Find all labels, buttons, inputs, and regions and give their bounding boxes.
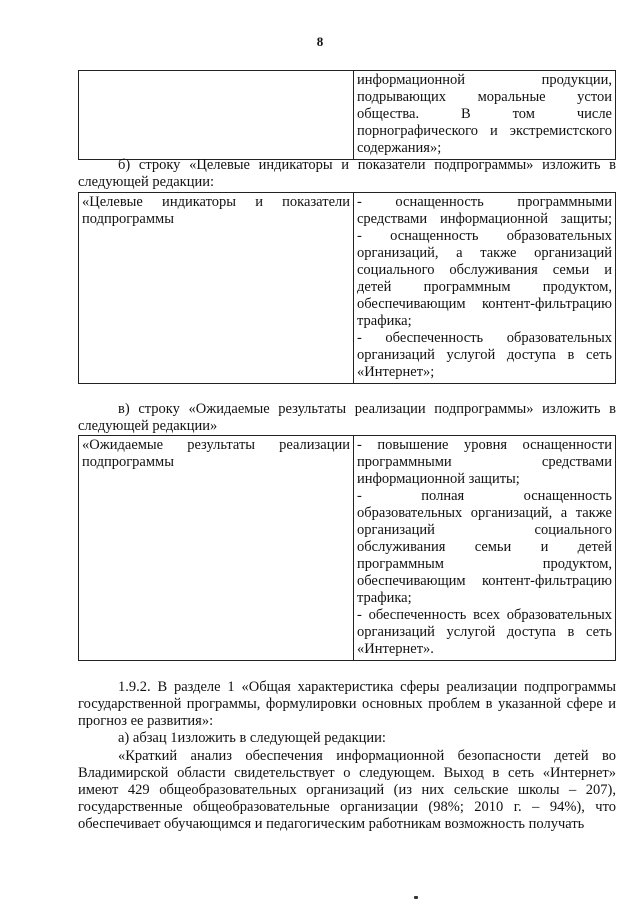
cell-line: - обеспеченность всех образовательных	[357, 607, 612, 623]
cell-line: образовательных организаций, а также	[357, 505, 612, 521]
cell-line: трафика;	[357, 590, 412, 606]
table-continuation	[78, 70, 616, 160]
cell-line: трафика;	[357, 313, 412, 329]
scan-speck	[414, 896, 418, 899]
cell-line: организаций социального	[357, 522, 612, 538]
paragraph-v: в) строку «Ожидаемые результаты реализации подпрограммы» изложить в следующей редакции»	[78, 401, 616, 434]
cell-line: обслуживания семьи и детей	[357, 539, 612, 555]
paragraph-quote: «Краткий анализ обеспечения информационной безопасности детей во Владимирской области свидетельствует о следующем. Выход в сеть «Интернет» имеют 429 общеобразовательных организаций (из них сельские школы – 207), государственные общеобразовательные организации (98%; 2010 г. – 94%), что обеспечивает обучающимся и педагогическим работникам возможность получать	[78, 748, 616, 832]
page-number: 8	[316, 34, 324, 49]
cell-line: социального обслуживания семьи и	[357, 262, 612, 278]
cell-line: обеспечивающим контент-фильтрацию	[357, 573, 612, 589]
cell-line: организаций, а также организаций	[357, 245, 612, 261]
cell-line: детей программным продуктом,	[357, 279, 612, 295]
table-left-cell: «Целевые индикаторы и показатели подпрограммы	[79, 193, 354, 384]
cell-line: организаций услугой доступа в сеть	[357, 347, 612, 363]
table-left-cell	[79, 71, 354, 160]
paragraph-a: а) абзац 1изложить в следующей редакции:	[118, 730, 386, 746]
cell-line: общества. В том числе	[357, 106, 612, 122]
cell-line: - обеспеченность образовательных	[357, 330, 612, 346]
cell-line: «Интернет».	[357, 641, 434, 657]
cell-line: организаций услугой доступа в сеть	[357, 624, 612, 640]
table-right-cell	[354, 193, 616, 384]
table-left-cell: «Ожидаемые результаты реализации подпрограммы	[79, 436, 354, 661]
cell-line: обеспечивающим контент-фильтрацию	[357, 296, 612, 312]
cell-line: информационной защиты;	[357, 471, 520, 487]
cell-line: программным продуктом,	[357, 556, 612, 572]
table-expected-results	[78, 435, 616, 661]
cell-line: информационной продукции,	[357, 72, 612, 88]
paragraph-1-9-2: 1.9.2. В разделе 1 «Общая характеристика сферы реализации подпрограммы государственной программы, формулировки основных проблем в указанной сфере и прогноз ее развития»:	[78, 679, 616, 729]
cell-line: - оснащенность образовательных	[357, 228, 612, 244]
table-target-indicators	[78, 192, 616, 384]
cell-line: программными средствами	[357, 454, 612, 470]
cell-line: - оснащенность программными	[357, 194, 612, 210]
paragraph-b: б) строку «Целевые индикаторы и показатели подпрограммы» изложить в следующей редакции:	[78, 157, 616, 190]
cell-line: «Интернет»;	[357, 364, 435, 380]
cell-line: средствами информационной защиты;	[357, 211, 612, 227]
cell-line: подрывающих моральные устои	[357, 89, 612, 105]
cell-line: - полная оснащенность	[357, 488, 612, 504]
cell-line: содержания»;	[357, 140, 442, 156]
table-right-cell	[354, 71, 616, 160]
cell-line: порнографического и экстремистского	[357, 123, 612, 139]
table-right-cell	[354, 436, 616, 661]
cell-line: - повышение уровня оснащенности	[357, 437, 612, 453]
